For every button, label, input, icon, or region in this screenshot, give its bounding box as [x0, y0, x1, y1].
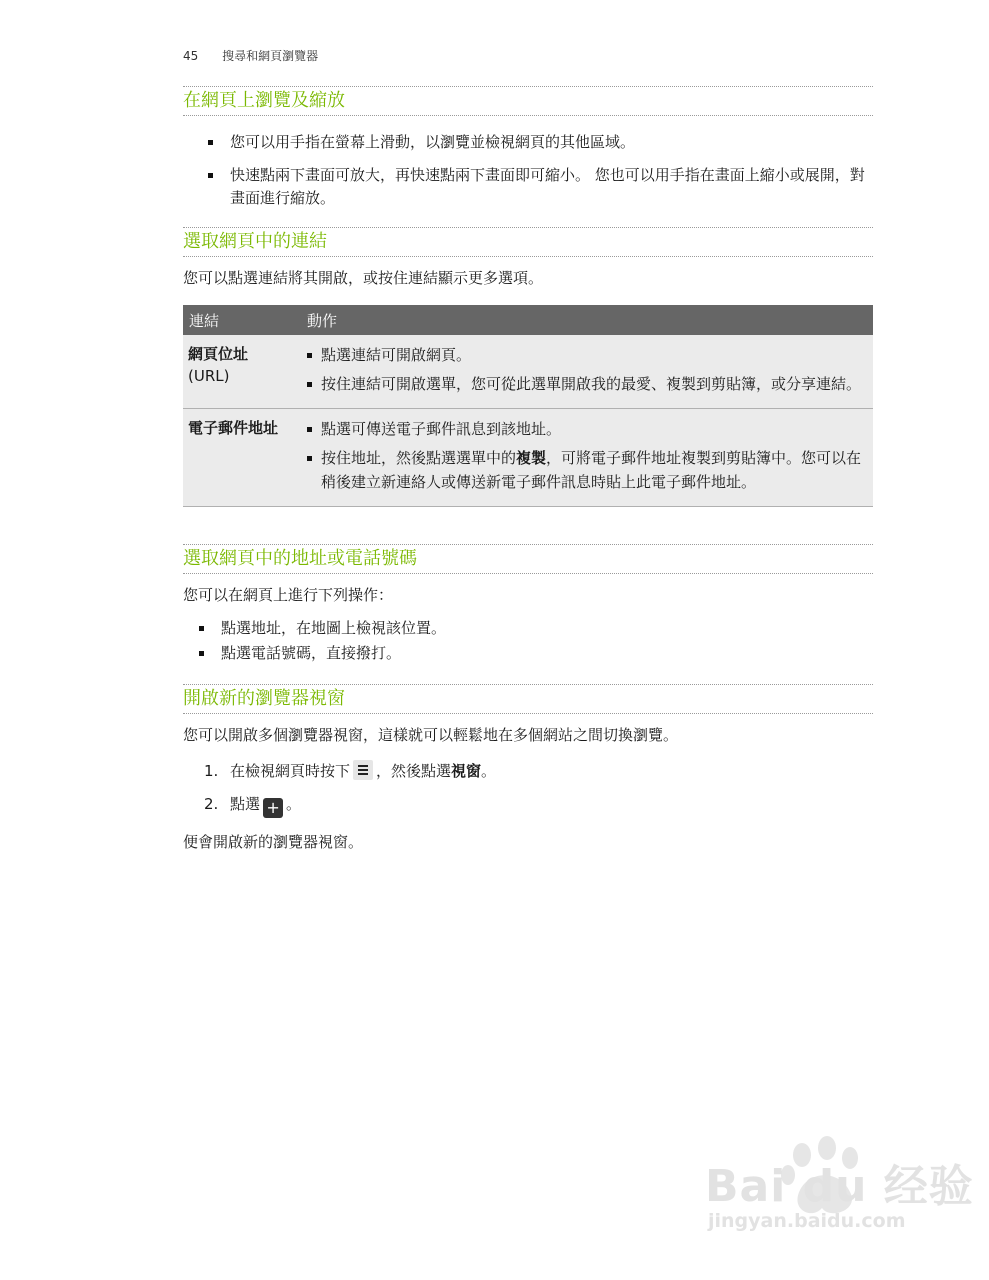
section-title: 選取網頁中的地址或電話號碼	[183, 544, 873, 574]
section-address-phone	[183, 544, 873, 665]
text-run: 。	[481, 762, 497, 780]
bullet-list	[183, 617, 873, 665]
text-run: ，可將電子郵件地址複製到剪貼簿中。您可以在稍後建立新連絡人或傳送新電子郵件訊息時貼上此電子郵件地址。	[321, 449, 862, 491]
plus-icon: +	[263, 798, 283, 818]
table-header-actions: 動作	[301, 305, 873, 335]
list-item: 點選可傳送電子郵件訊息到該地址。	[307, 417, 873, 441]
table-header-links: 連結	[183, 305, 301, 335]
section-intro: 您可以點選連結將其開啟，或按住連結顯示更多選項。	[183, 269, 544, 287]
link-type-name: 電子郵件地址	[188, 419, 279, 437]
chapter-title: 搜尋和網頁瀏覽器	[222, 49, 319, 63]
text-run: 點選	[230, 795, 261, 813]
window-term: 視窗	[451, 762, 482, 780]
list-item	[183, 791, 873, 818]
watermark-logo: Bai du 经验	[705, 1161, 974, 1212]
section-title: 開啟新的瀏覽器視窗	[183, 684, 873, 714]
text-run: 在檢視網頁時按下	[230, 762, 351, 780]
action-list	[307, 343, 873, 396]
menu-icon	[353, 760, 373, 780]
copy-term: 複製	[516, 449, 547, 467]
list-item: 快速點兩下畫面可放大，再快速點兩下畫面即可縮小。 您也可以用手指在畫面上縮小或展開，對畫面進行縮放。	[208, 164, 873, 210]
table-cell-type	[183, 409, 301, 507]
list-item: 點選電話號碼，直接撥打。	[199, 642, 873, 665]
bullet-list	[183, 131, 873, 210]
table-cell-actions	[301, 409, 873, 507]
table-row	[183, 335, 873, 409]
table-row	[183, 409, 873, 507]
text-run: ，然後點選	[376, 762, 452, 780]
list-item: 您可以用手指在螢幕上滑動，以瀏覽並檢視網頁的其他區域。	[208, 131, 873, 154]
watermark-url: jingyan.baidu.com	[708, 1210, 906, 1232]
table-cell-actions	[301, 335, 873, 409]
table-cell-type	[183, 335, 301, 409]
list-item: 點選連結可開啟網頁。	[307, 343, 873, 367]
list-item	[183, 758, 873, 784]
section-outro: 便會開啟新的瀏覽器視窗。	[183, 833, 364, 851]
section-select-links	[183, 227, 873, 507]
link-type-name: 網頁位址	[188, 345, 249, 363]
page-header	[183, 47, 318, 64]
text-run: 按住地址，然後點選選單中的	[321, 449, 517, 467]
section-intro: 您可以開啟多個瀏覽器視窗，這樣就可以輕鬆地在多個網站之間切換瀏覽。	[183, 726, 679, 744]
list-item	[307, 446, 873, 494]
section-new-window	[183, 684, 873, 854]
step-number: 1.	[204, 762, 219, 780]
page-number: 45	[183, 49, 199, 63]
list-item: 按住連結可開啟選單，您可從此選單開啟我的最愛、複製到剪貼簿，或分享連結。	[307, 372, 873, 396]
section-title: 在網頁上瀏覽及縮放	[183, 86, 873, 116]
links-table	[183, 305, 873, 507]
action-list	[307, 417, 873, 494]
section-intro: 您可以在網頁上進行下列操作：	[183, 586, 394, 604]
section-title: 選取網頁中的連結	[183, 227, 873, 257]
list-item: 點選地址，在地圖上檢視該位置。	[199, 617, 873, 640]
step-number: 2.	[204, 795, 219, 813]
text-run: 。	[286, 795, 302, 813]
table-header-row	[183, 305, 873, 335]
section-browse-zoom	[183, 86, 873, 210]
steps-list	[183, 758, 873, 818]
link-type-sub: (URL)	[188, 367, 230, 385]
